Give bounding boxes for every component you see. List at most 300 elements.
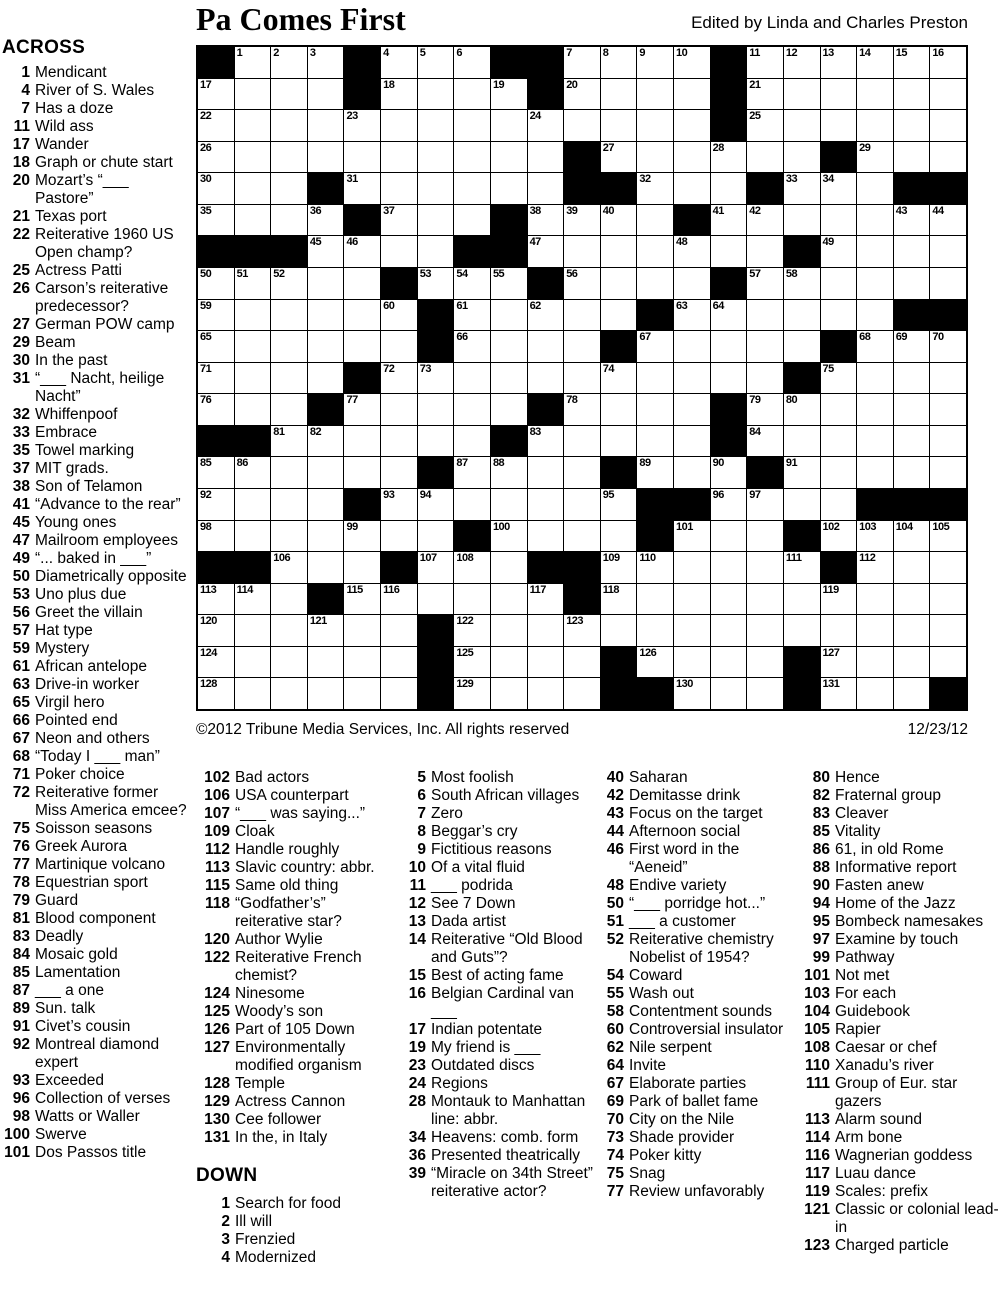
grid-cell[interactable] [930, 552, 966, 583]
grid-cell[interactable] [674, 584, 710, 615]
grid-cell[interactable] [235, 363, 271, 394]
grid-cell[interactable] [344, 173, 380, 204]
grid-cell[interactable] [711, 300, 747, 331]
grid-cell[interactable] [601, 615, 637, 646]
grid-cell[interactable] [271, 173, 307, 204]
grid-cell[interactable] [344, 521, 380, 552]
grid-cell[interactable] [528, 647, 564, 678]
grid-cell[interactable] [601, 394, 637, 425]
grid-cell[interactable] [784, 457, 820, 488]
grid-cell[interactable] [308, 615, 344, 646]
grid-cell[interactable] [821, 205, 857, 236]
grid-cell[interactable] [491, 268, 527, 299]
grid-cell[interactable] [381, 678, 417, 709]
grid-cell[interactable] [271, 426, 307, 457]
grid-cell[interactable] [930, 236, 966, 267]
grid-cell[interactable] [344, 331, 380, 362]
grid-cell[interactable] [271, 110, 307, 141]
grid-cell[interactable] [674, 268, 710, 299]
grid-cell[interactable] [198, 110, 234, 141]
grid-cell[interactable] [308, 300, 344, 331]
grid-cell[interactable] [454, 79, 490, 110]
grid-cell[interactable] [601, 142, 637, 173]
grid-cell[interactable] [344, 678, 380, 709]
grid-cell[interactable] [821, 300, 857, 331]
grid-cell[interactable] [784, 173, 820, 204]
grid-cell[interactable] [711, 615, 747, 646]
grid-cell[interactable] [930, 647, 966, 678]
grid-cell[interactable] [637, 142, 673, 173]
grid-cell[interactable] [894, 363, 930, 394]
grid-cell[interactable] [857, 615, 893, 646]
grid-cell[interactable] [711, 552, 747, 583]
grid-cell[interactable] [637, 173, 673, 204]
grid-cell[interactable] [528, 615, 564, 646]
grid-cell[interactable] [491, 300, 527, 331]
grid-cell[interactable] [418, 205, 454, 236]
grid-cell[interactable] [564, 268, 600, 299]
grid-cell[interactable] [857, 331, 893, 362]
grid-cell[interactable] [747, 79, 783, 110]
grid-cell[interactable] [418, 79, 454, 110]
grid-cell[interactable] [821, 426, 857, 457]
grid-cell[interactable] [857, 173, 893, 204]
grid-cell[interactable] [381, 457, 417, 488]
grid-cell[interactable] [418, 110, 454, 141]
grid-cell[interactable] [564, 79, 600, 110]
grid-cell[interactable] [235, 678, 271, 709]
grid-cell[interactable] [454, 394, 490, 425]
grid-cell[interactable] [454, 584, 490, 615]
grid-cell[interactable] [601, 236, 637, 267]
grid-cell[interactable] [344, 552, 380, 583]
grid-cell[interactable] [235, 489, 271, 520]
grid-cell[interactable] [784, 142, 820, 173]
grid-cell[interactable] [601, 300, 637, 331]
grid-cell[interactable] [381, 363, 417, 394]
grid-cell[interactable] [198, 394, 234, 425]
grid-cell[interactable] [564, 615, 600, 646]
grid-cell[interactable] [308, 110, 344, 141]
grid-cell[interactable] [930, 331, 966, 362]
grid-cell[interactable] [674, 394, 710, 425]
grid-cell[interactable] [821, 173, 857, 204]
grid-cell[interactable] [491, 110, 527, 141]
grid-cell[interactable] [784, 552, 820, 583]
grid-cell[interactable] [198, 173, 234, 204]
grid-cell[interactable] [894, 584, 930, 615]
grid-cell[interactable] [894, 394, 930, 425]
grid-cell[interactable] [381, 173, 417, 204]
grid-cell[interactable] [637, 615, 673, 646]
grid-cell[interactable] [857, 457, 893, 488]
grid-cell[interactable] [821, 363, 857, 394]
grid-cell[interactable] [821, 47, 857, 78]
grid-cell[interactable] [894, 47, 930, 78]
grid-cell[interactable] [784, 300, 820, 331]
grid-cell[interactable] [308, 47, 344, 78]
grid-cell[interactable] [198, 205, 234, 236]
grid-cell[interactable] [747, 678, 783, 709]
grid-cell[interactable] [418, 521, 454, 552]
grid-cell[interactable] [894, 615, 930, 646]
grid-cell[interactable] [564, 521, 600, 552]
grid-cell[interactable] [857, 79, 893, 110]
grid-cell[interactable] [491, 521, 527, 552]
grid-cell[interactable] [271, 521, 307, 552]
grid-cell[interactable] [711, 205, 747, 236]
grid-cell[interactable] [381, 300, 417, 331]
grid-cell[interactable] [271, 678, 307, 709]
grid-cell[interactable] [308, 79, 344, 110]
grid-cell[interactable] [344, 647, 380, 678]
grid-cell[interactable] [198, 142, 234, 173]
grid-cell[interactable] [235, 142, 271, 173]
grid-cell[interactable] [930, 394, 966, 425]
grid-cell[interactable] [235, 331, 271, 362]
grid-cell[interactable] [454, 647, 490, 678]
grid-cell[interactable] [235, 79, 271, 110]
grid-cell[interactable] [308, 142, 344, 173]
grid-cell[interactable] [601, 489, 637, 520]
grid-cell[interactable] [711, 647, 747, 678]
grid-cell[interactable] [235, 521, 271, 552]
grid-cell[interactable] [344, 584, 380, 615]
grid-cell[interactable] [418, 173, 454, 204]
grid-cell[interactable] [344, 268, 380, 299]
grid-cell[interactable] [528, 205, 564, 236]
grid-cell[interactable] [784, 268, 820, 299]
grid-cell[interactable] [637, 268, 673, 299]
grid-cell[interactable] [418, 552, 454, 583]
grid-cell[interactable] [564, 331, 600, 362]
grid-cell[interactable] [930, 615, 966, 646]
grid-cell[interactable] [564, 457, 600, 488]
grid-cell[interactable] [711, 489, 747, 520]
grid-cell[interactable] [857, 142, 893, 173]
grid-cell[interactable] [491, 489, 527, 520]
grid-cell[interactable] [747, 552, 783, 583]
grid-cell[interactable] [308, 457, 344, 488]
grid-cell[interactable] [418, 426, 454, 457]
grid-cell[interactable] [857, 205, 893, 236]
grid-cell[interactable] [894, 236, 930, 267]
grid-cell[interactable] [637, 426, 673, 457]
grid-cell[interactable] [930, 457, 966, 488]
grid-cell[interactable] [601, 552, 637, 583]
grid-cell[interactable] [821, 110, 857, 141]
grid-cell[interactable] [271, 79, 307, 110]
grid-cell[interactable] [528, 300, 564, 331]
grid-cell[interactable] [711, 521, 747, 552]
grid-cell[interactable] [564, 489, 600, 520]
grid-cell[interactable] [308, 489, 344, 520]
grid-cell[interactable] [454, 331, 490, 362]
grid-cell[interactable] [821, 584, 857, 615]
grid-cell[interactable] [894, 647, 930, 678]
grid-cell[interactable] [418, 394, 454, 425]
grid-cell[interactable] [930, 110, 966, 141]
grid-cell[interactable] [198, 300, 234, 331]
grid-cell[interactable] [564, 678, 600, 709]
grid-cell[interactable] [894, 79, 930, 110]
grid-cell[interactable] [930, 363, 966, 394]
grid-cell[interactable] [857, 552, 893, 583]
grid-cell[interactable] [528, 426, 564, 457]
grid-cell[interactable] [454, 489, 490, 520]
grid-cell[interactable] [784, 615, 820, 646]
grid-cell[interactable] [564, 394, 600, 425]
grid-cell[interactable] [747, 236, 783, 267]
grid-cell[interactable] [198, 79, 234, 110]
grid-cell[interactable] [454, 268, 490, 299]
grid-cell[interactable] [894, 457, 930, 488]
grid-cell[interactable] [857, 678, 893, 709]
grid-cell[interactable] [601, 47, 637, 78]
grid-cell[interactable] [564, 363, 600, 394]
grid-cell[interactable] [418, 584, 454, 615]
grid-cell[interactable] [601, 268, 637, 299]
grid-cell[interactable] [637, 110, 673, 141]
grid-cell[interactable] [857, 426, 893, 457]
grid-cell[interactable] [235, 300, 271, 331]
grid-cell[interactable] [308, 678, 344, 709]
grid-cell[interactable] [784, 205, 820, 236]
grid-cell[interactable] [381, 47, 417, 78]
grid-cell[interactable] [930, 521, 966, 552]
grid-cell[interactable] [271, 552, 307, 583]
grid-cell[interactable] [308, 236, 344, 267]
grid-cell[interactable] [235, 268, 271, 299]
grid-cell[interactable] [308, 331, 344, 362]
grid-cell[interactable] [747, 615, 783, 646]
grid-cell[interactable] [344, 110, 380, 141]
grid-cell[interactable] [711, 678, 747, 709]
grid-cell[interactable] [674, 363, 710, 394]
grid-cell[interactable] [930, 47, 966, 78]
grid-cell[interactable] [711, 584, 747, 615]
grid-cell[interactable] [637, 363, 673, 394]
grid-cell[interactable] [784, 584, 820, 615]
grid-cell[interactable] [784, 110, 820, 141]
grid-cell[interactable] [674, 552, 710, 583]
grid-cell[interactable] [454, 47, 490, 78]
grid-cell[interactable] [564, 47, 600, 78]
grid-cell[interactable] [491, 615, 527, 646]
grid-cell[interactable] [381, 394, 417, 425]
grid-cell[interactable] [271, 47, 307, 78]
grid-cell[interactable] [674, 142, 710, 173]
grid-cell[interactable] [344, 615, 380, 646]
grid-cell[interactable] [674, 521, 710, 552]
grid-cell[interactable] [637, 457, 673, 488]
grid-cell[interactable] [198, 521, 234, 552]
grid-cell[interactable] [601, 205, 637, 236]
grid-cell[interactable] [821, 79, 857, 110]
grid-cell[interactable] [198, 363, 234, 394]
grid-cell[interactable] [857, 647, 893, 678]
grid-cell[interactable] [491, 394, 527, 425]
grid-cell[interactable] [747, 489, 783, 520]
grid-cell[interactable] [344, 300, 380, 331]
grid-cell[interactable] [784, 47, 820, 78]
grid-cell[interactable] [491, 363, 527, 394]
grid-cell[interactable] [528, 173, 564, 204]
grid-cell[interactable] [784, 426, 820, 457]
grid-cell[interactable] [857, 236, 893, 267]
grid-cell[interactable] [491, 331, 527, 362]
grid-cell[interactable] [747, 300, 783, 331]
grid-cell[interactable] [344, 426, 380, 457]
grid-cell[interactable] [821, 647, 857, 678]
grid-cell[interactable] [528, 331, 564, 362]
grid-cell[interactable] [601, 110, 637, 141]
grid-cell[interactable] [235, 394, 271, 425]
grid-cell[interactable] [344, 457, 380, 488]
grid-cell[interactable] [271, 615, 307, 646]
grid-cell[interactable] [418, 47, 454, 78]
grid-cell[interactable] [637, 236, 673, 267]
grid-cell[interactable] [637, 584, 673, 615]
grid-cell[interactable] [235, 584, 271, 615]
grid-cell[interactable] [674, 331, 710, 362]
grid-cell[interactable] [674, 426, 710, 457]
grid-cell[interactable] [564, 647, 600, 678]
grid-cell[interactable] [930, 584, 966, 615]
grid-cell[interactable] [894, 331, 930, 362]
grid-cell[interactable] [894, 268, 930, 299]
grid-cell[interactable] [308, 205, 344, 236]
grid-cell[interactable] [235, 615, 271, 646]
grid-cell[interactable] [198, 678, 234, 709]
grid-cell[interactable] [674, 47, 710, 78]
grid-cell[interactable] [198, 647, 234, 678]
grid-cell[interactable] [198, 457, 234, 488]
grid-cell[interactable] [528, 363, 564, 394]
grid-cell[interactable] [308, 268, 344, 299]
grid-cell[interactable] [747, 268, 783, 299]
grid-cell[interactable] [637, 647, 673, 678]
grid-cell[interactable] [381, 647, 417, 678]
grid-cell[interactable] [894, 426, 930, 457]
grid-cell[interactable] [564, 236, 600, 267]
grid-cell[interactable] [747, 110, 783, 141]
grid-cell[interactable] [857, 394, 893, 425]
grid-cell[interactable] [491, 678, 527, 709]
grid-cell[interactable] [564, 300, 600, 331]
grid-cell[interactable] [564, 426, 600, 457]
grid-cell[interactable] [637, 47, 673, 78]
grid-cell[interactable] [637, 205, 673, 236]
grid-cell[interactable] [271, 457, 307, 488]
grid-cell[interactable] [235, 457, 271, 488]
grid-cell[interactable] [308, 521, 344, 552]
grid-cell[interactable] [308, 552, 344, 583]
grid-cell[interactable] [637, 331, 673, 362]
grid-cell[interactable] [308, 647, 344, 678]
grid-cell[interactable] [271, 142, 307, 173]
grid-cell[interactable] [491, 79, 527, 110]
grid-cell[interactable] [381, 236, 417, 267]
grid-cell[interactable] [711, 142, 747, 173]
grid-cell[interactable] [564, 110, 600, 141]
grid-cell[interactable] [528, 521, 564, 552]
grid-cell[interactable] [491, 173, 527, 204]
grid-cell[interactable] [271, 363, 307, 394]
grid-cell[interactable] [564, 205, 600, 236]
grid-cell[interactable] [198, 489, 234, 520]
grid-cell[interactable] [857, 300, 893, 331]
grid-cell[interactable] [454, 142, 490, 173]
grid-cell[interactable] [747, 426, 783, 457]
grid-cell[interactable] [381, 142, 417, 173]
grid-cell[interactable] [747, 363, 783, 394]
grid-cell[interactable] [418, 363, 454, 394]
grid-cell[interactable] [418, 142, 454, 173]
grid-cell[interactable] [747, 394, 783, 425]
grid-cell[interactable] [454, 552, 490, 583]
grid-cell[interactable] [235, 47, 271, 78]
grid-cell[interactable] [454, 457, 490, 488]
grid-cell[interactable] [857, 363, 893, 394]
grid-cell[interactable] [198, 268, 234, 299]
grid-cell[interactable] [674, 615, 710, 646]
grid-cell[interactable] [454, 205, 490, 236]
grid-cell[interactable] [747, 647, 783, 678]
grid-cell[interactable] [747, 205, 783, 236]
grid-cell[interactable] [747, 521, 783, 552]
grid-cell[interactable] [821, 521, 857, 552]
grid-cell[interactable] [491, 142, 527, 173]
grid-cell[interactable] [381, 331, 417, 362]
grid-cell[interactable] [930, 268, 966, 299]
grid-cell[interactable] [747, 584, 783, 615]
grid-cell[interactable] [271, 268, 307, 299]
grid-cell[interactable] [821, 394, 857, 425]
grid-cell[interactable] [601, 363, 637, 394]
grid-cell[interactable] [711, 173, 747, 204]
grid-cell[interactable] [930, 79, 966, 110]
grid-cell[interactable] [491, 647, 527, 678]
grid-cell[interactable] [198, 331, 234, 362]
grid-cell[interactable] [821, 678, 857, 709]
grid-cell[interactable] [528, 584, 564, 615]
grid-cell[interactable] [271, 489, 307, 520]
grid-cell[interactable] [381, 79, 417, 110]
grid-cell[interactable] [418, 489, 454, 520]
grid-cell[interactable] [747, 331, 783, 362]
grid-cell[interactable] [528, 236, 564, 267]
grid-cell[interactable] [674, 110, 710, 141]
grid-cell[interactable] [454, 110, 490, 141]
grid-cell[interactable] [674, 236, 710, 267]
grid-cell[interactable] [528, 110, 564, 141]
grid-cell[interactable] [271, 300, 307, 331]
grid-cell[interactable] [784, 394, 820, 425]
grid-cell[interactable] [235, 205, 271, 236]
grid-cell[interactable] [528, 142, 564, 173]
grid-cell[interactable] [198, 584, 234, 615]
grid-cell[interactable] [894, 552, 930, 583]
grid-cell[interactable] [821, 236, 857, 267]
grid-cell[interactable] [857, 110, 893, 141]
grid-cell[interactable] [381, 426, 417, 457]
grid-cell[interactable] [344, 142, 380, 173]
grid-cell[interactable] [674, 647, 710, 678]
grid-cell[interactable] [747, 142, 783, 173]
grid-cell[interactable] [381, 521, 417, 552]
grid-cell[interactable] [747, 47, 783, 78]
